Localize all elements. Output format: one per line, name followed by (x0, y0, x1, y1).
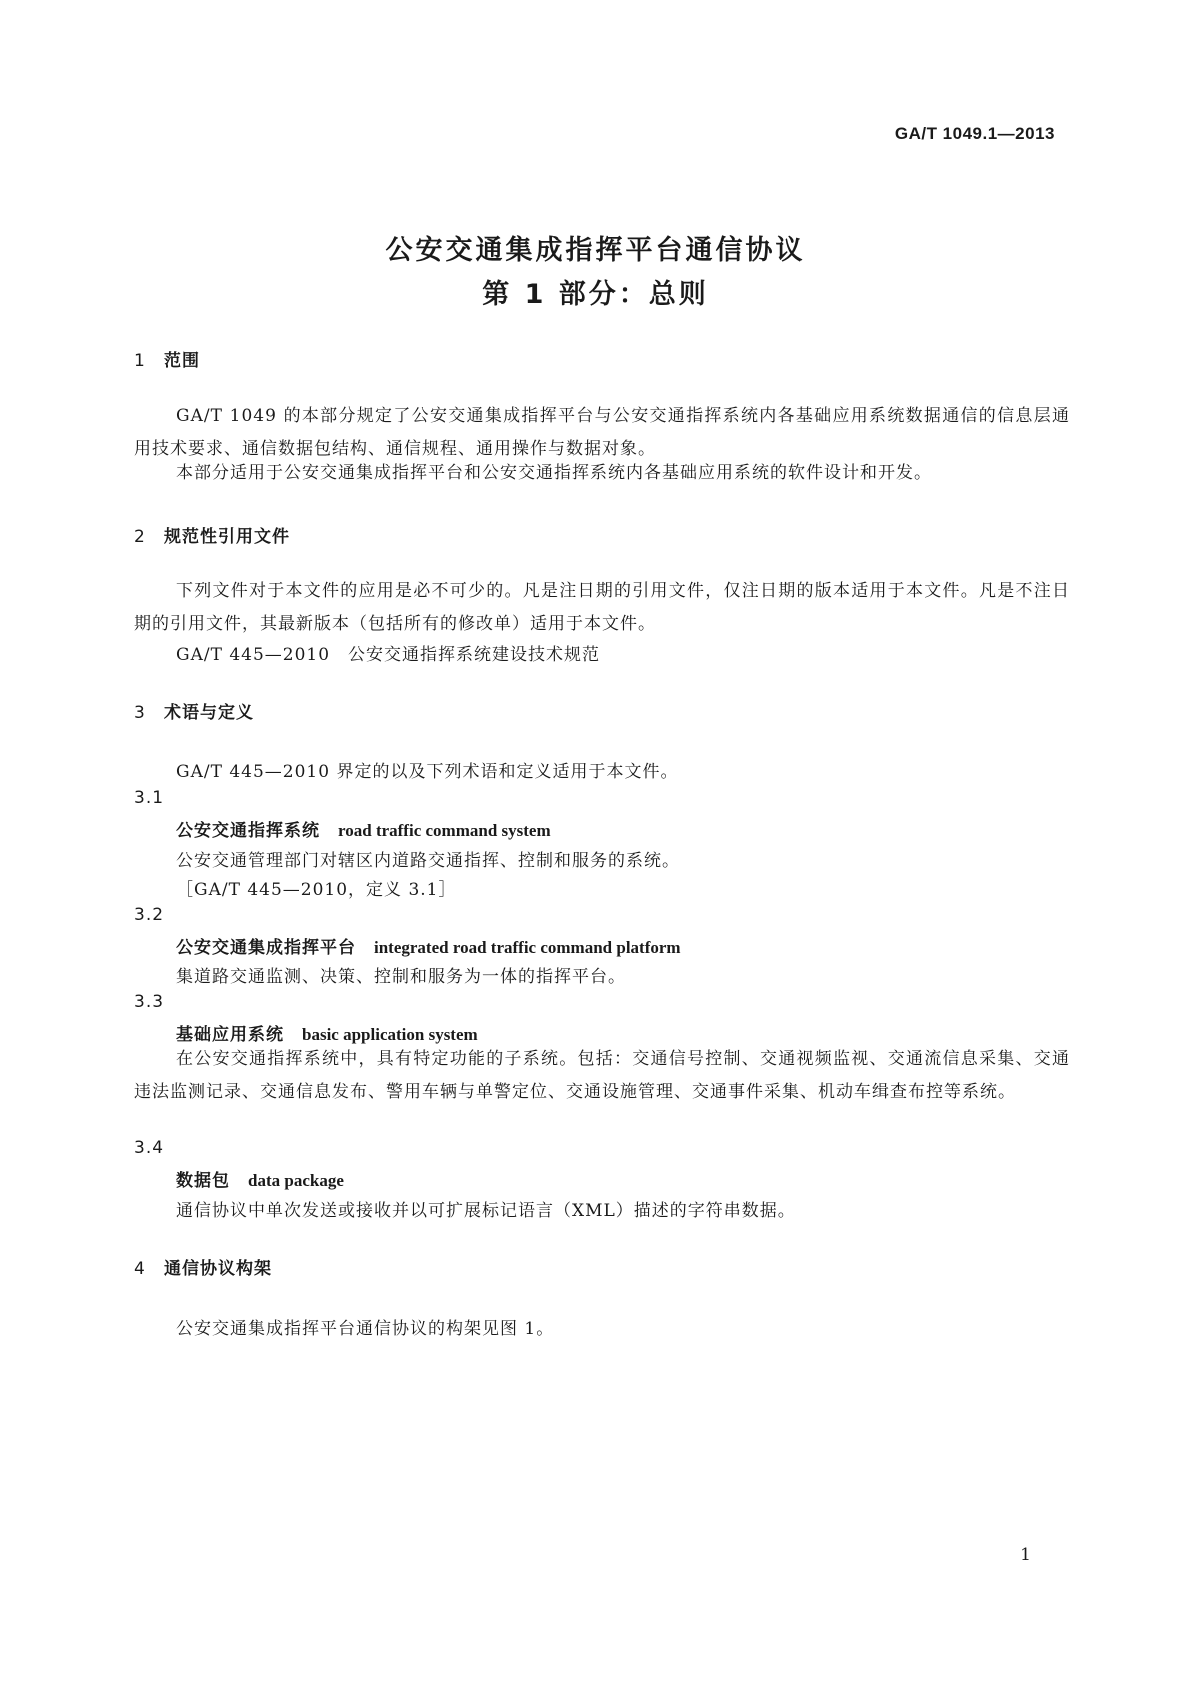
normative-reference: GA/T 445—2010 公安交通指挥系统建设技术规范 (176, 645, 601, 665)
term-english: data package (248, 1171, 344, 1190)
term-definition-3-1: 公安交通管理部门对辖区内道路交通指挥、控制和服务的系统。 (176, 851, 680, 871)
term-3-3 (176, 1020, 478, 1045)
term-number-3-4: 3.4 (134, 1138, 165, 1158)
term-definition-3-3: 在公安交通指挥系统中，具有特定功能的子系统。包括：交通信号控制、交通视频监视、交通流信息采集、交通违法监测记录、交通信息发布、警用车辆与单警定位、交通设施管理、交通事件采集、机动车缉查布控等系统。 (134, 1049, 1070, 1102)
section-1-paragraph-1: GA/T 1049 的本部分规定了公安交通集成指挥平台与公安交通指挥系统内各基础应用系统数据通信的信息层通用技术要求、通信数据包结构、通信规程、通用操作与数据对象。 (134, 406, 1070, 459)
section-title: 范围 (164, 351, 200, 371)
page-number: 1 (1020, 1545, 1031, 1565)
section-number: 1 (134, 351, 146, 371)
term-3-2 (176, 933, 681, 958)
section-number: 4 (134, 1259, 146, 1279)
term-chinese: 公安交通指挥系统 (176, 821, 320, 841)
term-english: basic application system (302, 1025, 478, 1044)
section-title: 术语与定义 (164, 703, 254, 723)
section-title: 规范性引用文件 (164, 527, 290, 547)
document-title: 公安交通集成指挥平台通信协议 (385, 235, 806, 266)
term-chinese: 基础应用系统 (176, 1025, 284, 1045)
term-chinese: 数据包 (176, 1171, 230, 1191)
document-code: GA/T 1049.1—2013 (894, 124, 1055, 143)
section-title: 通信协议构架 (164, 1259, 272, 1279)
section-2-paragraph-1: 下列文件对于本文件的应用是必不可少的。凡是注日期的引用文件，仅注日期的版本适用于本文件。凡是不注日期的引用文件，其最新版本（包括所有的修改单）适用于本文件。 (134, 581, 1070, 634)
term-number-3-2: 3.2 (134, 905, 165, 925)
term-3-1 (176, 816, 551, 841)
term-definition-3-4: 通信协议中单次发送或接收并以可扩展标记语言（XML）描述的字符串数据。 (176, 1201, 796, 1221)
section-number: 3 (134, 703, 146, 723)
document-subtitle: 第 1 部分：总则 (482, 279, 709, 310)
term-definition-3-2: 集道路交通监测、决策、控制和服务为一体的指挥平台。 (176, 967, 626, 987)
term-english: integrated road traffic command platform (374, 938, 681, 957)
term-number-3-3: 3.3 (134, 992, 165, 1012)
section-heading-2 (134, 522, 290, 547)
section-number: 2 (134, 527, 146, 547)
section-3-intro: GA/T 445—2010 界定的以及下列术语和定义适用于本文件。 (176, 762, 679, 782)
term-chinese: 公安交通集成指挥平台 (176, 938, 356, 958)
section-1-paragraph-2: 本部分适用于公安交通集成指挥平台和公安交通指挥系统内各基础应用系统的软件设计和开发。 (176, 463, 932, 483)
section-4-paragraph-1: 公安交通集成指挥平台通信协议的构架见图 1。 (176, 1319, 555, 1339)
term-number-3-1: 3.1 (134, 788, 165, 808)
section-heading-4 (134, 1254, 272, 1279)
term-source-3-1: ［GA/T 445—2010，定义 3.1］ (176, 880, 457, 900)
section-heading-3 (134, 698, 254, 723)
term-3-4 (176, 1166, 344, 1191)
term-english: road traffic command system (338, 821, 551, 840)
section-heading-1 (134, 346, 200, 371)
